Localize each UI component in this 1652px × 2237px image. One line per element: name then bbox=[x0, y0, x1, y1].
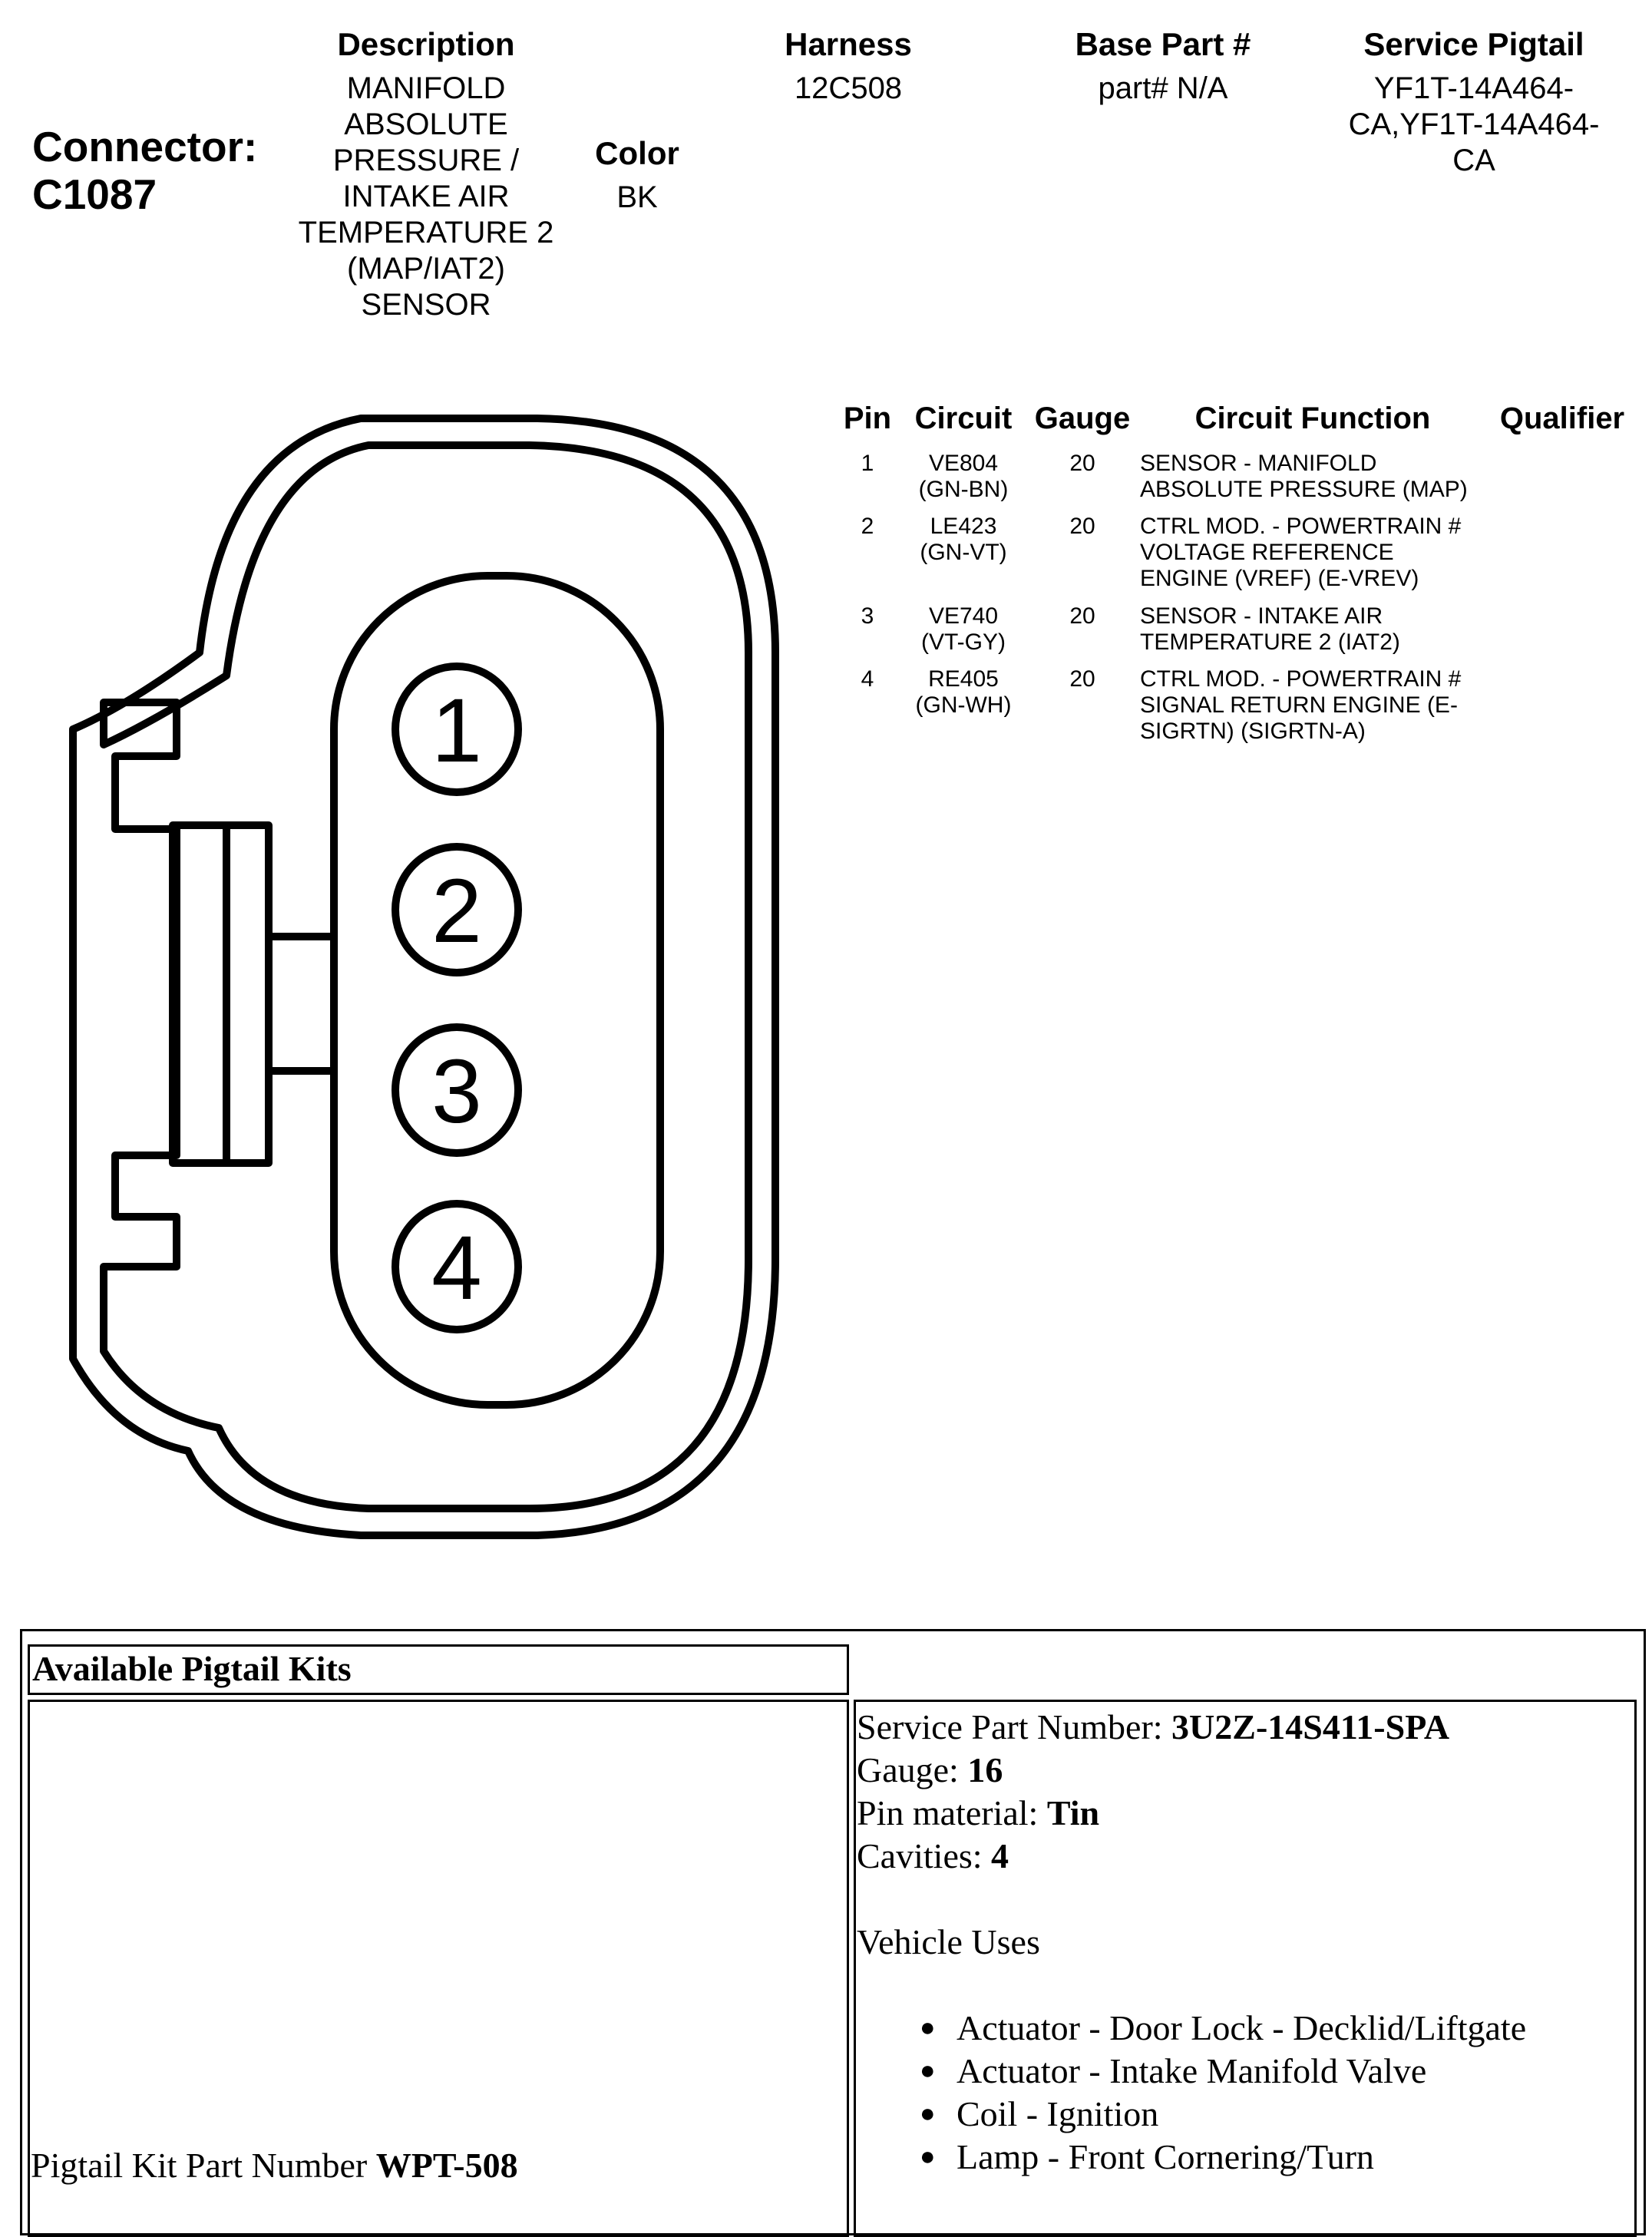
base-part-label: Base Part # bbox=[1075, 26, 1251, 62]
kit-pin-material bbox=[857, 1792, 1632, 1835]
connector-housing-inner bbox=[104, 445, 748, 1508]
kit-part-number bbox=[31, 2144, 518, 2187]
pin-row-4-function: CTRL MOD. - POWERTRAIN # SIGNAL RETURN ENGINE (E- SIGRTN) (SIGRTN-A) bbox=[1140, 666, 1462, 744]
list-item: ● Actuator - Intake Manifold Valve bbox=[910, 2050, 1632, 2093]
description-value: MANIFOLD ABSOLUTE PRESSURE / INTAKE AIR TEMPERATURE 2 (MAP/IAT2) SENSOR bbox=[298, 71, 554, 322]
list-item: ● Coil - Ignition bbox=[910, 2093, 1632, 2136]
pin-row-1-gauge: 20 bbox=[1069, 451, 1095, 476]
vehicle-uses-label: Vehicle Uses bbox=[857, 1922, 1040, 1961]
pin-row-2-gauge: 20 bbox=[1069, 514, 1095, 539]
kit-gauge-value: 16 bbox=[967, 1750, 1003, 1789]
kit-pin-material-label: Pin material: bbox=[857, 1793, 1047, 1832]
connector-title: Connector: C1087 bbox=[32, 123, 258, 218]
kit-details bbox=[857, 1706, 1632, 2179]
service-pigtail-value: YF1T-14A464- CA,YF1T-14A464- CA bbox=[1348, 71, 1600, 177]
pin-table-header-pin: Pin bbox=[843, 401, 892, 435]
list-item: ● Actuator - Door Lock - Decklid/Liftgate bbox=[910, 2007, 1632, 2050]
service-pigtail-label: Service Pigtail bbox=[1363, 26, 1584, 62]
pin-row-2-pin: 2 bbox=[861, 514, 874, 539]
pin-row-1-function: SENSOR - MANIFOLD ABSOLUTE PRESSURE (MAP) bbox=[1140, 451, 1468, 502]
pin-row-3-gauge: 20 bbox=[1069, 603, 1095, 629]
pin-1-label: 1 bbox=[431, 680, 482, 781]
pin-row-4-gauge: 20 bbox=[1069, 666, 1095, 692]
pin-row-2-circuit: LE423 (GN-VT) bbox=[920, 514, 1007, 565]
kit-part-number-value: WPT-508 bbox=[375, 2146, 518, 2185]
kits-title: Available Pigtail Kits bbox=[32, 1649, 352, 1688]
harness-value: 12C508 bbox=[794, 71, 903, 105]
connector-face-diagram bbox=[0, 399, 814, 1597]
pin-2-label: 2 bbox=[431, 861, 482, 962]
kit-gauge-label: Gauge: bbox=[857, 1750, 968, 1789]
pin-table-header-circuit: Circuit bbox=[914, 401, 1013, 435]
service-part-value: 3U2Z-14S411-SPA bbox=[1171, 1707, 1450, 1746]
pin-row-4-pin: 4 bbox=[861, 666, 874, 692]
pin-4-label: 4 bbox=[431, 1218, 482, 1319]
pin-row-3-function: SENSOR - INTAKE AIR TEMPERATURE 2 (IAT2) bbox=[1140, 603, 1400, 655]
pin-table-header-qualifier: Qualifier bbox=[1499, 401, 1625, 435]
pin-row-3-pin: 3 bbox=[861, 603, 874, 629]
base-part-value: part# N/A bbox=[1098, 71, 1228, 105]
color-label: Color bbox=[595, 135, 679, 171]
pin-row-1-circuit: VE804 (GN-BN) bbox=[918, 451, 1009, 502]
kit-gauge bbox=[857, 1749, 1632, 1792]
color-value: BK bbox=[616, 180, 658, 214]
kit-part-number-label: Pigtail Kit Part Number bbox=[31, 2146, 376, 2185]
pin-row-4-circuit: RE405 (GN-WH) bbox=[915, 666, 1012, 718]
pin-3-label: 3 bbox=[431, 1041, 482, 1142]
pin-row-1-pin: 1 bbox=[861, 451, 874, 476]
service-part-label: Service Part Number: bbox=[857, 1707, 1172, 1746]
bullet-icon: ● bbox=[920, 2014, 936, 2042]
pin-cavity-area bbox=[334, 576, 660, 1405]
kit-cavities bbox=[857, 1835, 1632, 1878]
description-label: Description bbox=[337, 26, 515, 62]
bullet-icon: ● bbox=[920, 2100, 936, 2128]
pin-table-header-gauge: Gauge bbox=[1034, 401, 1131, 435]
pin-table-header-function: Circuit Function bbox=[1194, 401, 1431, 435]
service-part-number bbox=[857, 1706, 1632, 1749]
pin-row-2-function: CTRL MOD. - POWERTRAIN # VOLTAGE REFERENCE ENGINE (VREF) (E-VREV) bbox=[1140, 514, 1462, 591]
kit-pin-material-value: Tin bbox=[1046, 1793, 1100, 1832]
bullet-icon: ● bbox=[920, 2057, 936, 2085]
kit-cavities-value: 4 bbox=[991, 1836, 1009, 1875]
connector-key-slot bbox=[173, 825, 269, 1163]
pin-row-3-circuit: VE740 (VT-GY) bbox=[921, 603, 1006, 655]
list-item: ● Lamp - Front Cornering/Turn bbox=[910, 2136, 1632, 2179]
harness-label: Harness bbox=[785, 26, 912, 62]
bullet-icon: ● bbox=[920, 2143, 936, 2171]
vehicle-uses-list bbox=[910, 2007, 1632, 2179]
kit-cavities-label: Cavities: bbox=[857, 1836, 992, 1875]
